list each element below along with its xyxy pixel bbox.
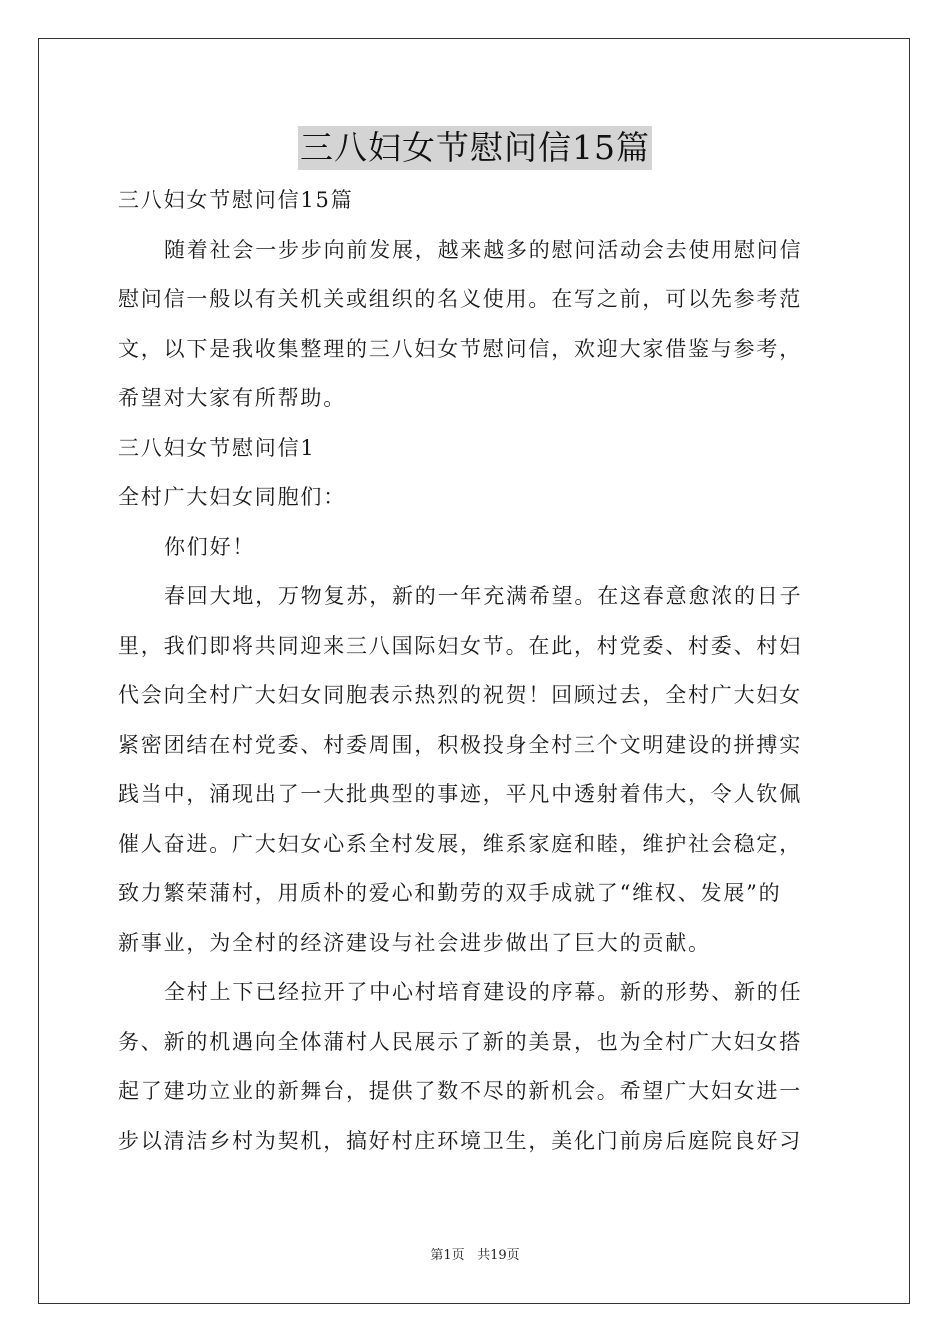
paragraph-line: 希望对大家有所帮助。 xyxy=(118,386,346,410)
paragraph-line: 践当中，涌现出了一大批典型的事迹，平凡中透射着伟大，令人钦佩 xyxy=(118,782,802,806)
subtitle-line: 三八妇女节慰问信15篇 xyxy=(118,188,354,212)
title-container xyxy=(0,126,950,170)
paragraph-line: 随着社会一步步向前发展，越来越多的慰问活动会去使用慰问信 xyxy=(164,237,803,262)
paragraph-line: 里，我们即将共同迎来三八国际妇女节。在此，村党委、村委、村妇 xyxy=(118,633,802,658)
salutation: 全村广大妇女同胞们： xyxy=(118,485,346,509)
document-title: 三八妇女节慰问信15篇 xyxy=(298,126,652,170)
page-number: 第1页 xyxy=(430,1248,465,1263)
paragraph-line: 务、新的机遇向全体蒲村人民展示了新的美景，也为全村广大妇女搭 xyxy=(118,1029,802,1054)
paragraph-line: 春回大地，万物复苏，新的一年充满希望。在这春意愈浓的日子 xyxy=(164,584,803,608)
paragraph-line: 新事业，为全村的经济建设与社会进步做出了巨大的贡献。 xyxy=(118,930,711,955)
paragraph-line: 代会向全村广大妇女同胞表示热烈的祝贺！回顾过去，全村广大妇女 xyxy=(118,683,802,707)
document-body xyxy=(118,176,834,1166)
paragraph-line: 慰问信一般以有关机关或组织的名义使用。在写之前，可以先参考范 xyxy=(118,287,802,311)
paragraph-line: 全村上下已经拉开了中心村培育建设的序幕。新的形势、新的任 xyxy=(164,980,803,1004)
paragraph-line: 致力繁荣蒲村，用质朴的爱心和勤劳的双手成就了“维权、发展”的 xyxy=(118,881,782,905)
paragraph-line: 紧密团结在村党委、村委周围，积极投身全村三个文明建设的拼搏实 xyxy=(118,732,802,757)
paragraph-line: 起了建功立业的新舞台，提供了数不尽的新机会。希望广大妇女进一 xyxy=(118,1079,802,1103)
paragraph-line: 文，以下是我收集整理的三八妇女节慰问信，欢迎大家借鉴与参考， xyxy=(118,336,802,361)
page-total: 共19页 xyxy=(477,1248,520,1263)
section-heading: 三八妇女节慰问信1 xyxy=(118,435,316,460)
greeting: 你们好！ xyxy=(164,534,256,559)
paragraph-line: 步以清洁乡村为契机，搞好村庄环境卫生，美化门前房后庭院良好习 xyxy=(118,1128,802,1153)
paragraph-line: 催人奋进。广大妇女心系全村发展，维系家庭和睦，维护社会稳定， xyxy=(118,831,802,856)
page-footer xyxy=(0,1247,950,1265)
